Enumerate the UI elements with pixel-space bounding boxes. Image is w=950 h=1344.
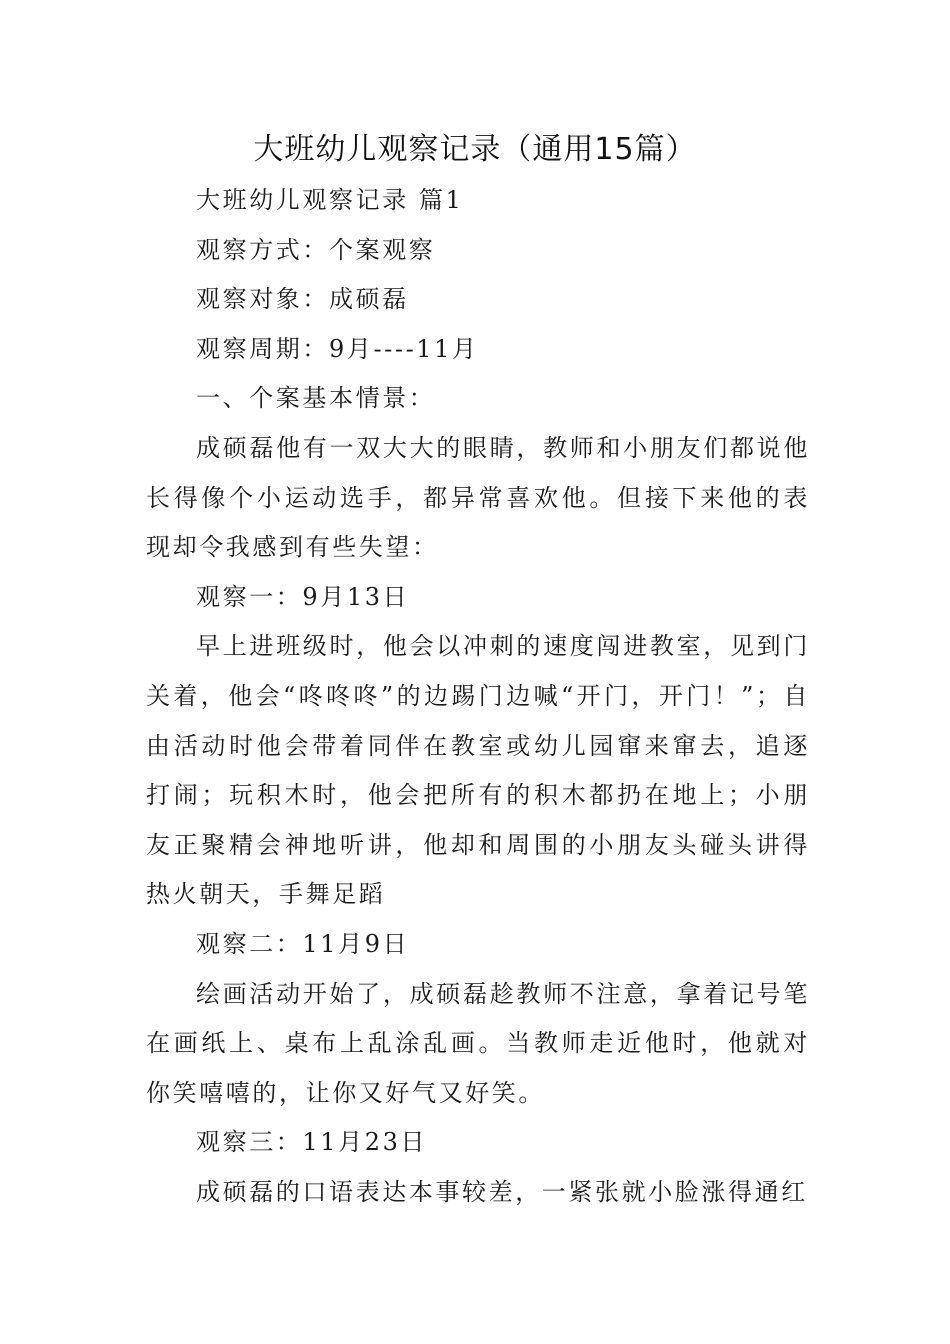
- observation-subject: 观察对象：成硕磊: [196, 285, 409, 314]
- section-heading: 大班幼儿观察记录 篇1: [196, 186, 464, 214]
- observation-one-heading: 观察一：9月13日: [196, 582, 410, 611]
- case-background-paragraph: 成硕磊他有一双大大的眼睛，教师和小朋友们都说他长得像个小运动选手，都异常喜欢他。但接下来他的表现却令我感到有些失望：: [146, 433, 810, 562]
- case-background-heading: 一、个案基本情景：: [196, 384, 436, 413]
- document-body: [146, 176, 810, 1217]
- observation-one-paragraph: 早上进班级时，他会以冲刺的速度闯进教室，见到门关着，他会“咚咚咚”的边踢门边喊“开门，开门！”；自由活动时他会带着同伴在教室或幼儿园窜来窜去，追逐打闹；玩积木时，他会把所有的积木都扔在地上；小朋友正聚精会神地听讲，他却和周围的小朋友头碰头讲得热火朝天，手舞足蹈: [146, 632, 810, 909]
- document-title: 大班幼儿观察记录（通用15篇）: [253, 132, 697, 167]
- observation-two-paragraph: 绘画活动开始了，成硕磊趁教师不注意，拿着记号笔在画纸上、桌布上乱涂乱画。当教师走近他时，他就对你笑嘻嘻的，让你又好气又好笑。: [146, 979, 810, 1107]
- observation-period: 观察周期：9月----11月: [196, 334, 479, 363]
- observation-three-paragraph: 成硕磊的口语表达本事较差，一紧张就小脸涨得通红: [196, 1177, 808, 1206]
- observation-two-heading: 观察二：11月9日: [196, 929, 410, 958]
- observation-method: 观察方式：个案观察: [196, 235, 436, 264]
- observation-three-heading: 观察三：11月23日: [196, 1128, 428, 1157]
